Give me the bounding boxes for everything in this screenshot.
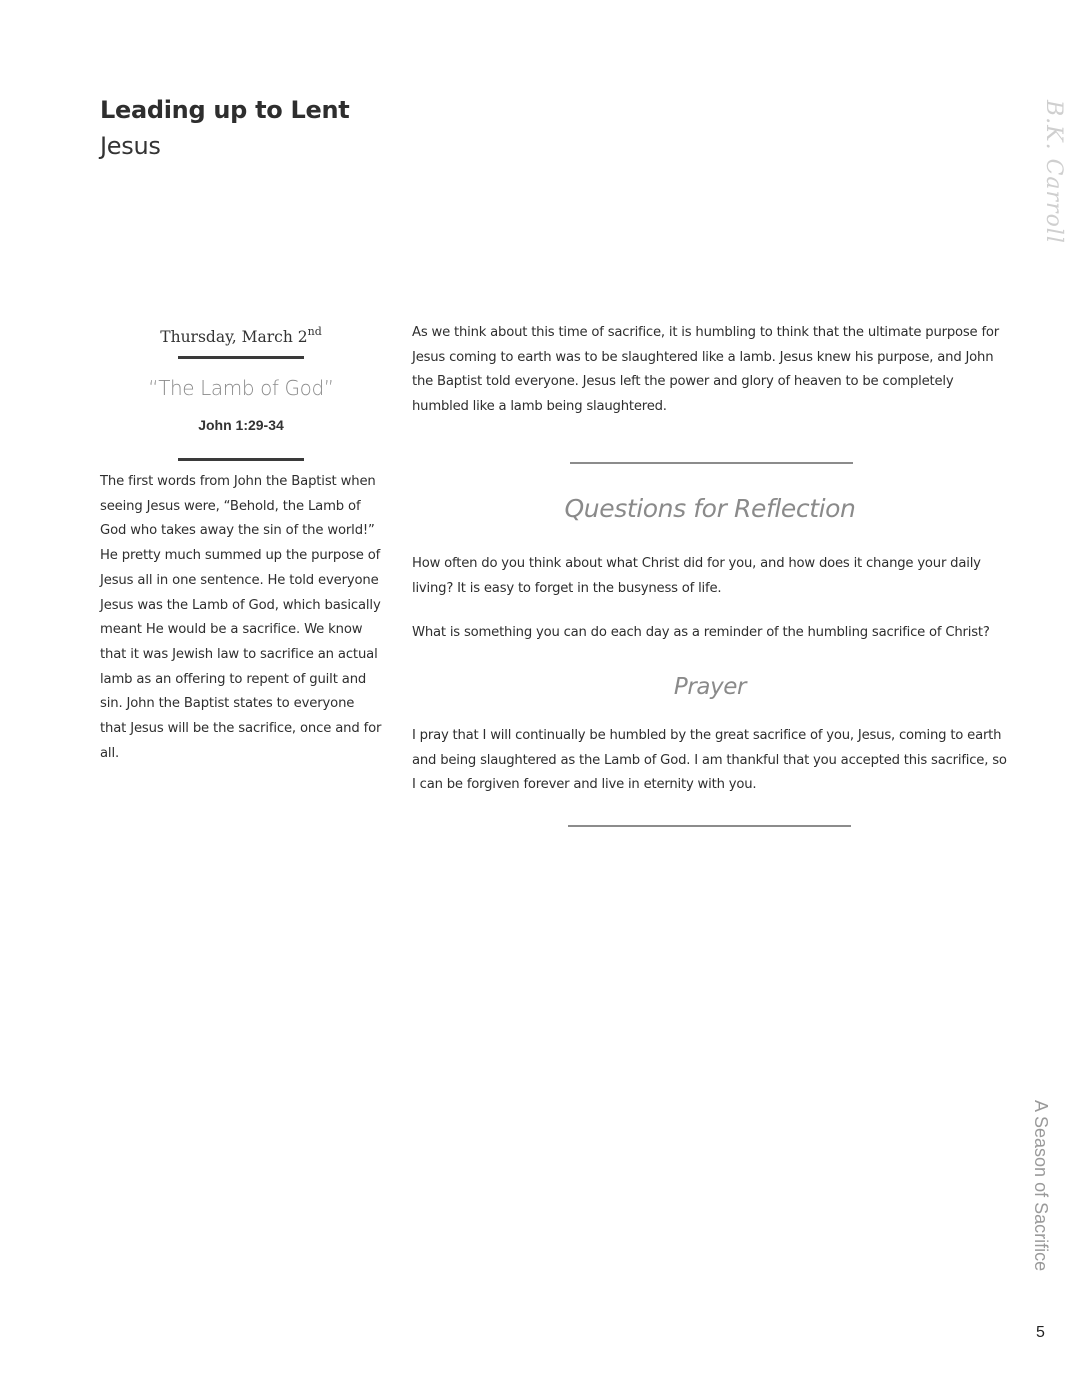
- page-subtitle: Jesus: [100, 132, 161, 160]
- reflection-questions: [412, 552, 1012, 646]
- series-side-label: A Season of Sacrifice: [1031, 1100, 1051, 1272]
- page-number: 5: [1036, 1324, 1045, 1341]
- devotional-date: [100, 326, 382, 348]
- reflection-heading: Questions for Reflection: [564, 494, 856, 523]
- divider-dark: [178, 458, 304, 461]
- devotional-title: “The Lamb of God”: [148, 376, 334, 400]
- devotional-body: The first words from John the Baptist when seeing Jesus were, “Behold, the Lamb of God who takes away the sin of the world!” He pretty much summed up the purpose of Jesus all in one sentence. He told everyone Jesus was the Lamb of God, which basically meant He would be a sacrifice. We know that it was Jewish law to sacrifice an actual lamb as an offering to repent of guilt and sin. John the Baptist states to everyone that Jesus will be the sacrifice, once and for all.: [100, 474, 382, 761]
- scripture-reference: John 1:29-34: [198, 417, 284, 433]
- intro-paragraph: As we think about this time of sacrifice, it is humbling to think that the ultimate purpose for Jesus coming to earth was to be slaughtered like a lamb. Jesus knew his purpose, and John the Baptist told everyone. Jesus left the power and glory of heaven to be completely humbled like a lamb being slaughtered.: [412, 325, 999, 415]
- main-content: [412, 321, 1008, 420]
- page-title: Leading up to Lent: [100, 96, 350, 124]
- reflection-question: How often do you think about what Christ did for you, and how does it change your daily living? It is easy to forget in the busyness of life.: [412, 556, 981, 596]
- prayer-section: [412, 724, 1012, 798]
- reflection-question: What is something you can do each day as a reminder of the humbling sacrifice of Christ?: [412, 625, 990, 641]
- divider-grey: [568, 825, 851, 827]
- prayer-heading: Prayer: [673, 674, 747, 700]
- devotional-sidebar: [100, 326, 382, 766]
- author-side-label: B.K. Carroll: [1041, 100, 1066, 244]
- date-text: Thursday, March 2: [160, 328, 308, 346]
- date-ordinal-suffix: nd: [307, 325, 322, 338]
- divider-grey: [570, 462, 853, 464]
- divider-dark: [178, 356, 304, 359]
- prayer-text: I pray that I will continually be humbled by the great sacrifice of you, Jesus, coming to earth and being slaughtered as the Lamb of God. I am thankful that you accepted this sacrifice, so I can be forgiven forever and live in eternity with you.: [412, 728, 1007, 793]
